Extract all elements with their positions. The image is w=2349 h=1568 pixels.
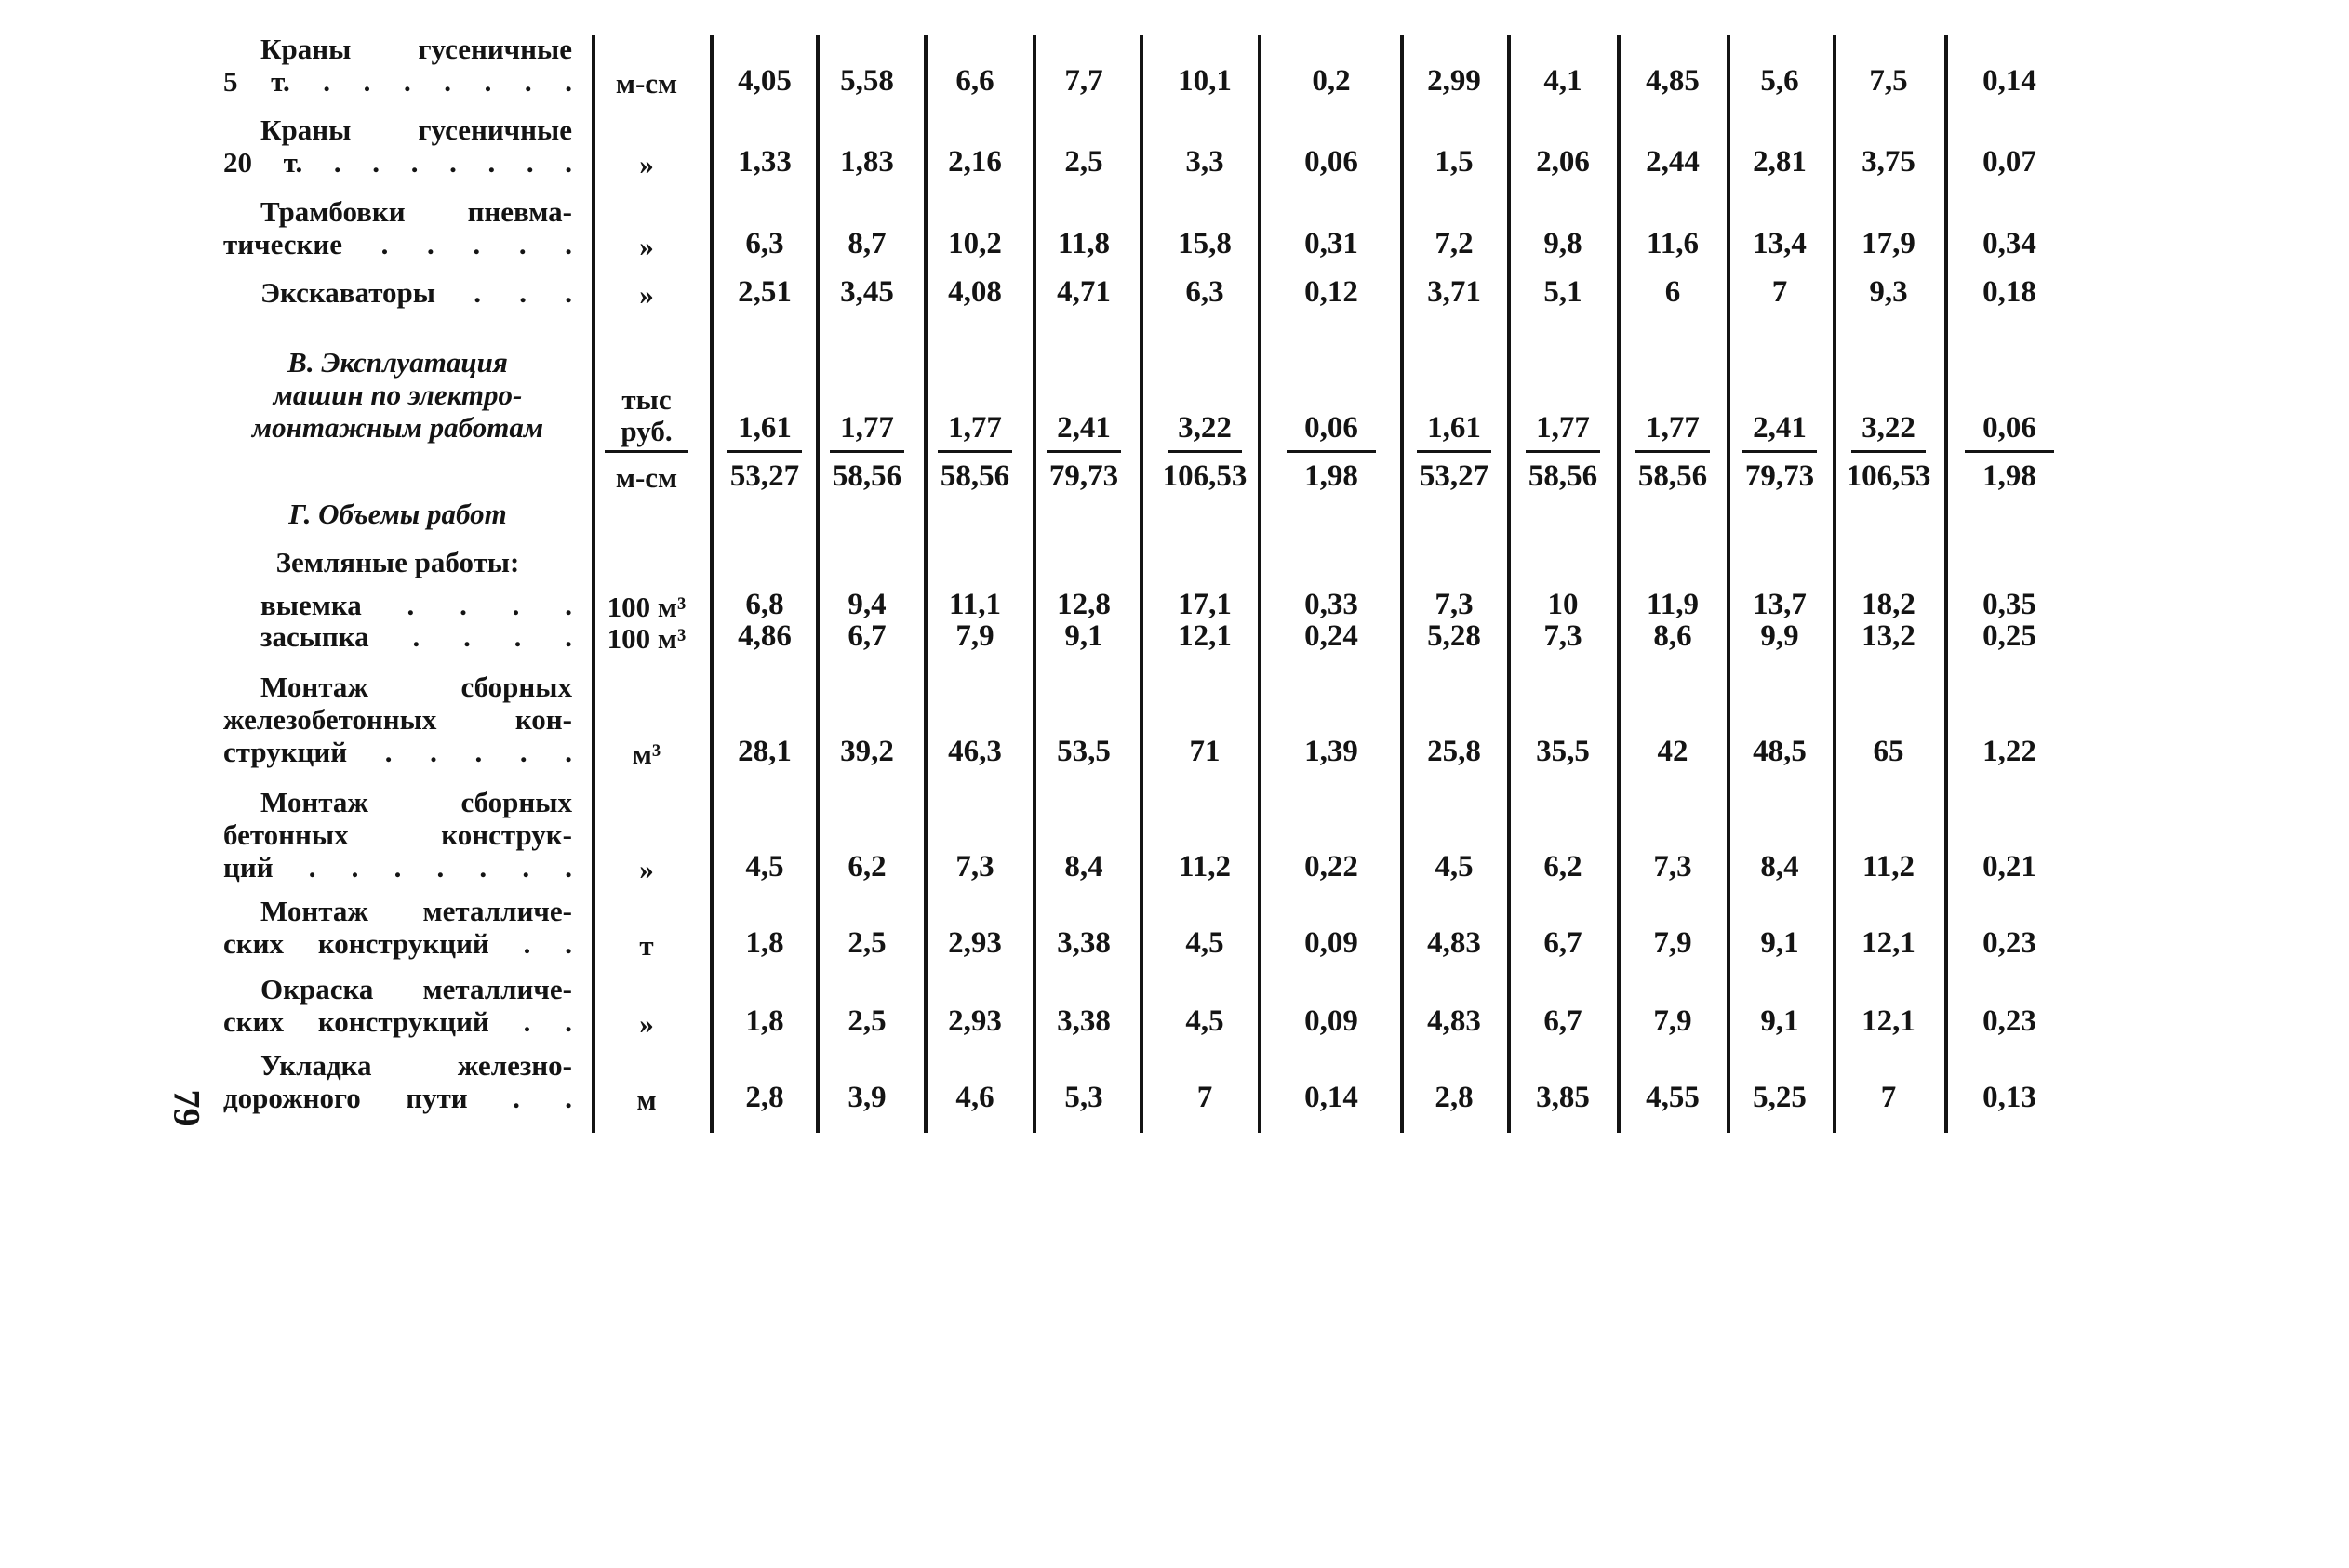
fraction-denominator: 58,56 [1528, 459, 1598, 493]
value-cell: 8,6 [1653, 619, 1692, 653]
value-cell: 12,8 [1057, 588, 1111, 621]
row-name-line: выемка . . . . [260, 589, 572, 621]
value-cell: 4,1 [1543, 64, 1582, 98]
row-name-line: бетонных конструк- [223, 818, 572, 851]
value-cell: 13,7 [1753, 588, 1807, 621]
value-cell: 0,23 [1982, 926, 2036, 960]
value-cell: 12,1 [1178, 619, 1232, 653]
column-rule [1400, 35, 1404, 1133]
row-name-line: ских конструкций . . [223, 927, 572, 960]
value-cell: 0,07 [1982, 145, 2036, 179]
fraction-denominator: 58,56 [940, 459, 1010, 493]
value-cell: 1,33 [738, 145, 792, 179]
unit-bottom: м-см [615, 461, 678, 494]
fraction-numerator: 1,77 [840, 411, 894, 445]
fraction-line [1635, 450, 1710, 453]
value-cell: 39,2 [840, 735, 894, 768]
value-cell: 8,4 [1064, 850, 1103, 884]
value-cell: 7 [1196, 1081, 1213, 1114]
value-cell: 11,1 [949, 588, 1001, 621]
value-cell: 46,3 [948, 735, 1002, 768]
fraction-line [1047, 450, 1121, 453]
fraction-denominator: 1,98 [1304, 459, 1358, 493]
column-rule [816, 35, 820, 1133]
value-cell: 3,9 [848, 1081, 887, 1114]
unit-cell: т [639, 929, 654, 962]
value-cell: 4,5 [745, 850, 784, 884]
row-name-line: Экскаваторы . . . [260, 276, 572, 309]
value-cell: 1,5 [1435, 145, 1474, 179]
value-cell: 17,1 [1178, 588, 1232, 621]
value-cell: 0,33 [1304, 588, 1358, 621]
fraction-denominator: 79,73 [1744, 459, 1815, 493]
fraction-denominator: 58,56 [832, 459, 902, 493]
value-cell: 6,3 [1185, 275, 1224, 309]
row-name-line: Укладка железно- [260, 1049, 572, 1082]
value-cell: 28,1 [738, 735, 792, 768]
value-cell: 25,8 [1427, 735, 1481, 768]
value-cell: 4,08 [948, 275, 1002, 309]
row-name-line: 20 т. . . . . . . . [223, 146, 572, 179]
value-cell: 8,4 [1760, 850, 1799, 884]
value-cell: 0,31 [1304, 227, 1358, 260]
value-cell: 1,39 [1304, 735, 1358, 768]
value-cell: 65 [1873, 735, 1904, 768]
value-cell: 2,93 [948, 926, 1002, 960]
unit-cell: м-см [615, 67, 678, 100]
value-cell: 7,9 [1653, 1004, 1692, 1038]
value-cell: 13,2 [1862, 619, 1915, 653]
value-cell: 7,3 [1543, 619, 1582, 653]
value-cell: 0,35 [1982, 588, 2036, 621]
value-cell: 6,7 [1543, 926, 1582, 960]
value-cell: 0,09 [1304, 926, 1358, 960]
value-cell: 0,2 [1312, 64, 1351, 98]
value-cell: 18,2 [1862, 588, 1915, 621]
value-cell: 2,99 [1427, 64, 1481, 98]
fraction-numerator: 1,77 [948, 411, 1002, 445]
row-name-line: Монтаж металличе- [260, 895, 572, 927]
value-cell: 4,5 [1435, 850, 1474, 884]
unit-top: тыс [621, 383, 672, 416]
value-cell: 42 [1657, 735, 1688, 768]
value-cell: 71 [1189, 735, 1221, 768]
value-cell: 9,1 [1760, 1004, 1799, 1038]
value-cell: 12,1 [1862, 926, 1915, 960]
value-cell: 2,8 [1435, 1081, 1474, 1114]
fraction-numerator: 1,77 [1646, 411, 1700, 445]
value-cell: 11,6 [1647, 227, 1699, 260]
row-name [223, 589, 572, 621]
value-cell: 4,5 [1185, 1004, 1224, 1038]
row-name-line: Г. Объемы работ [288, 498, 507, 530]
value-cell: 2,06 [1536, 145, 1590, 179]
column-rule [592, 35, 595, 1133]
value-cell: 0,23 [1982, 1004, 2036, 1038]
row-name [223, 195, 572, 260]
fraction-numerator: 1,61 [738, 411, 792, 445]
row-name [223, 786, 572, 884]
value-cell: 4,05 [738, 64, 792, 98]
value-cell: 2,5 [848, 1004, 887, 1038]
row-name [223, 346, 572, 444]
value-cell: 10 [1547, 588, 1579, 621]
value-cell: 2,16 [948, 145, 1002, 179]
row-name-line: Монтаж сборных [260, 671, 572, 703]
fraction-line [1417, 450, 1491, 453]
value-cell: 7 [1880, 1081, 1897, 1114]
value-cell: 5,1 [1543, 275, 1582, 309]
fraction-numerator: 1,77 [1536, 411, 1590, 445]
value-cell: 9,8 [1543, 227, 1582, 260]
value-cell: 13,4 [1753, 227, 1807, 260]
value-cell: 2,93 [948, 1004, 1002, 1038]
value-cell: 6,8 [745, 588, 784, 621]
fraction-numerator: 2,41 [1057, 411, 1111, 445]
fraction-line [1851, 450, 1926, 453]
fraction-numerator: 0,06 [1982, 411, 2036, 445]
value-cell: 1,22 [1982, 735, 2036, 768]
row-name-line: монтажным работам [251, 411, 544, 444]
column-rule [1258, 35, 1261, 1133]
value-cell: 3,71 [1427, 275, 1481, 309]
value-cell: 4,71 [1057, 275, 1111, 309]
row-name-line: ций . . . . . . . [223, 851, 572, 884]
row-name [223, 973, 572, 1038]
value-cell: 4,6 [955, 1081, 994, 1114]
row-name-line: тические . . . . . [223, 228, 572, 260]
row-name [223, 546, 572, 578]
column-rule [710, 35, 714, 1133]
fraction-line [938, 450, 1012, 453]
row-name-line: Трамбовки пневма- [260, 195, 572, 228]
unit-cell: 100 м³ [607, 591, 687, 623]
value-cell: 0,12 [1304, 275, 1358, 309]
value-cell: 2,81 [1753, 145, 1807, 179]
fraction-denominator: 53,27 [1419, 459, 1489, 493]
value-cell: 4,83 [1427, 926, 1481, 960]
fraction-line [1742, 450, 1817, 453]
fraction-line [1965, 450, 2054, 453]
fraction-denominator: 53,27 [729, 459, 800, 493]
fraction-numerator: 2,41 [1753, 411, 1807, 445]
value-cell: 35,5 [1536, 735, 1590, 768]
value-cell: 7,2 [1435, 227, 1474, 260]
column-rule [924, 35, 928, 1133]
value-cell: 9,9 [1760, 619, 1799, 653]
value-cell: 1,8 [745, 926, 784, 960]
fraction-denominator: 1,98 [1982, 459, 2036, 493]
row-name [223, 276, 572, 309]
row-name-line: 5 т. . . . . . . . [223, 65, 572, 98]
value-cell: 8,7 [848, 227, 887, 260]
unit-cell: » [639, 278, 654, 311]
row-name-line: Земляные работы: [275, 546, 520, 578]
value-cell: 10,1 [1178, 64, 1232, 98]
value-cell: 12,1 [1862, 1004, 1915, 1038]
value-cell: 7 [1771, 275, 1788, 309]
row-name [223, 1049, 572, 1114]
row-name-line: ских конструкций . . [223, 1005, 572, 1038]
value-cell: 4,86 [738, 619, 792, 653]
unit-mid: руб. [621, 415, 673, 447]
value-cell: 2,44 [1646, 145, 1700, 179]
row-name-line: Окраска металличе- [260, 973, 572, 1005]
value-cell: 1,83 [840, 145, 894, 179]
value-cell: 0,24 [1304, 619, 1358, 653]
value-cell: 0,09 [1304, 1004, 1358, 1038]
value-cell: 6,2 [1543, 850, 1582, 884]
value-cell: 4,55 [1646, 1081, 1700, 1114]
fraction-denominator: 106,53 [1162, 459, 1248, 493]
row-name [223, 620, 572, 653]
unit-cell: » [639, 1007, 654, 1040]
column-rule [1507, 35, 1511, 1133]
row-name-line: дорожного пути . . [223, 1082, 572, 1114]
value-cell: 6 [1664, 275, 1681, 309]
column-rule [1033, 35, 1036, 1133]
value-cell: 17,9 [1862, 227, 1915, 260]
row-name-line: Краны гусеничные [260, 113, 572, 146]
value-cell: 3,85 [1536, 1081, 1590, 1114]
row-name-line: железобетонных кон- [223, 703, 572, 736]
value-cell: 7,7 [1064, 64, 1103, 98]
unit-cell: » [639, 853, 654, 885]
row-name [223, 113, 572, 179]
value-cell: 0,14 [1304, 1081, 1358, 1114]
row-name-line: Краны гусеничные [260, 33, 572, 65]
value-cell: 4,83 [1427, 1004, 1481, 1038]
row-name-line: Монтаж сборных [260, 786, 572, 818]
unit-cell: » [639, 148, 654, 180]
fraction-line [1526, 450, 1600, 453]
column-rule [1944, 35, 1948, 1133]
value-cell: 1,8 [745, 1004, 784, 1038]
value-cell: 2,51 [738, 275, 792, 309]
fraction-numerator: 3,22 [1862, 411, 1915, 445]
value-cell: 5,6 [1760, 64, 1799, 98]
fraction-line [727, 450, 802, 453]
unit-cell: 100 м³ [607, 622, 687, 655]
value-cell: 5,3 [1064, 1081, 1103, 1114]
unit-cell: м [636, 1083, 657, 1116]
value-cell: 5,58 [840, 64, 894, 98]
page-number: 79 [166, 1089, 208, 1127]
row-name-line: машин по электро- [273, 379, 523, 411]
value-cell: 2,5 [848, 926, 887, 960]
row-name [223, 33, 572, 98]
value-cell: 10,2 [948, 227, 1002, 260]
column-rule [1727, 35, 1730, 1133]
fraction-denominator: 106,53 [1846, 459, 1931, 493]
value-cell: 9,1 [1064, 619, 1103, 653]
value-cell: 9,1 [1760, 926, 1799, 960]
column-rule [1833, 35, 1836, 1133]
value-cell: 0,14 [1982, 64, 2036, 98]
unit-cell: » [639, 230, 654, 262]
value-cell: 7,3 [1653, 850, 1692, 884]
row-name [223, 671, 572, 768]
value-cell: 6,2 [848, 850, 887, 884]
column-rule [1617, 35, 1621, 1133]
fraction-denominator: 79,73 [1048, 459, 1119, 493]
value-cell: 0,06 [1304, 145, 1358, 179]
value-cell: 3,38 [1057, 1004, 1111, 1038]
fraction-line [830, 450, 904, 453]
value-cell: 6,3 [745, 227, 784, 260]
value-cell: 3,45 [840, 275, 894, 309]
value-cell: 7,3 [955, 850, 994, 884]
fraction-numerator: 0,06 [1304, 411, 1358, 445]
value-cell: 6,7 [848, 619, 887, 653]
value-cell: 0,18 [1982, 275, 2036, 309]
row-name [223, 895, 572, 960]
value-cell: 7,9 [955, 619, 994, 653]
value-cell: 4,5 [1185, 926, 1224, 960]
value-cell: 0,25 [1982, 619, 2036, 653]
row-name-line: В. Эксплуатация [287, 346, 508, 379]
value-cell: 3,75 [1862, 145, 1915, 179]
value-cell: 53,5 [1057, 735, 1111, 768]
value-cell: 11,2 [1179, 850, 1231, 884]
fraction-denominator: 58,56 [1637, 459, 1708, 493]
value-cell: 0,34 [1982, 227, 2036, 260]
value-cell: 0,22 [1304, 850, 1358, 884]
unit-cell: м³ [632, 737, 661, 770]
value-cell: 5,28 [1427, 619, 1481, 653]
value-cell: 0,21 [1982, 850, 2036, 884]
row-name-line: засыпка . . . . [260, 620, 572, 653]
fraction-line [1287, 450, 1376, 453]
value-cell: 7,9 [1653, 926, 1692, 960]
value-cell: 9,4 [848, 588, 887, 621]
value-cell: 4,85 [1646, 64, 1700, 98]
value-cell: 11,2 [1862, 850, 1915, 884]
value-cell: 0,13 [1982, 1081, 2036, 1114]
value-cell: 6,7 [1543, 1004, 1582, 1038]
value-cell: 11,9 [1647, 588, 1699, 621]
value-cell: 2,8 [745, 1081, 784, 1114]
value-cell: 3,38 [1057, 926, 1111, 960]
value-cell: 7,3 [1435, 588, 1474, 621]
value-cell: 3,3 [1185, 145, 1224, 179]
value-cell: 11,8 [1058, 227, 1110, 260]
value-cell: 7,5 [1869, 64, 1908, 98]
fraction-numerator: 3,22 [1178, 411, 1232, 445]
value-cell: 15,8 [1178, 227, 1232, 260]
value-cell: 6,6 [955, 64, 994, 98]
fraction-line [1168, 450, 1242, 453]
value-cell: 9,3 [1869, 275, 1908, 309]
fraction-numerator: 1,61 [1427, 411, 1481, 445]
value-cell: 5,25 [1753, 1081, 1807, 1114]
row-name-line: струкций . . . . . [223, 736, 572, 768]
value-cell: 2,5 [1064, 145, 1103, 179]
unit-fraction-line [605, 450, 688, 453]
column-rule [1140, 35, 1143, 1133]
value-cell: 48,5 [1753, 735, 1807, 768]
row-name [223, 498, 572, 530]
